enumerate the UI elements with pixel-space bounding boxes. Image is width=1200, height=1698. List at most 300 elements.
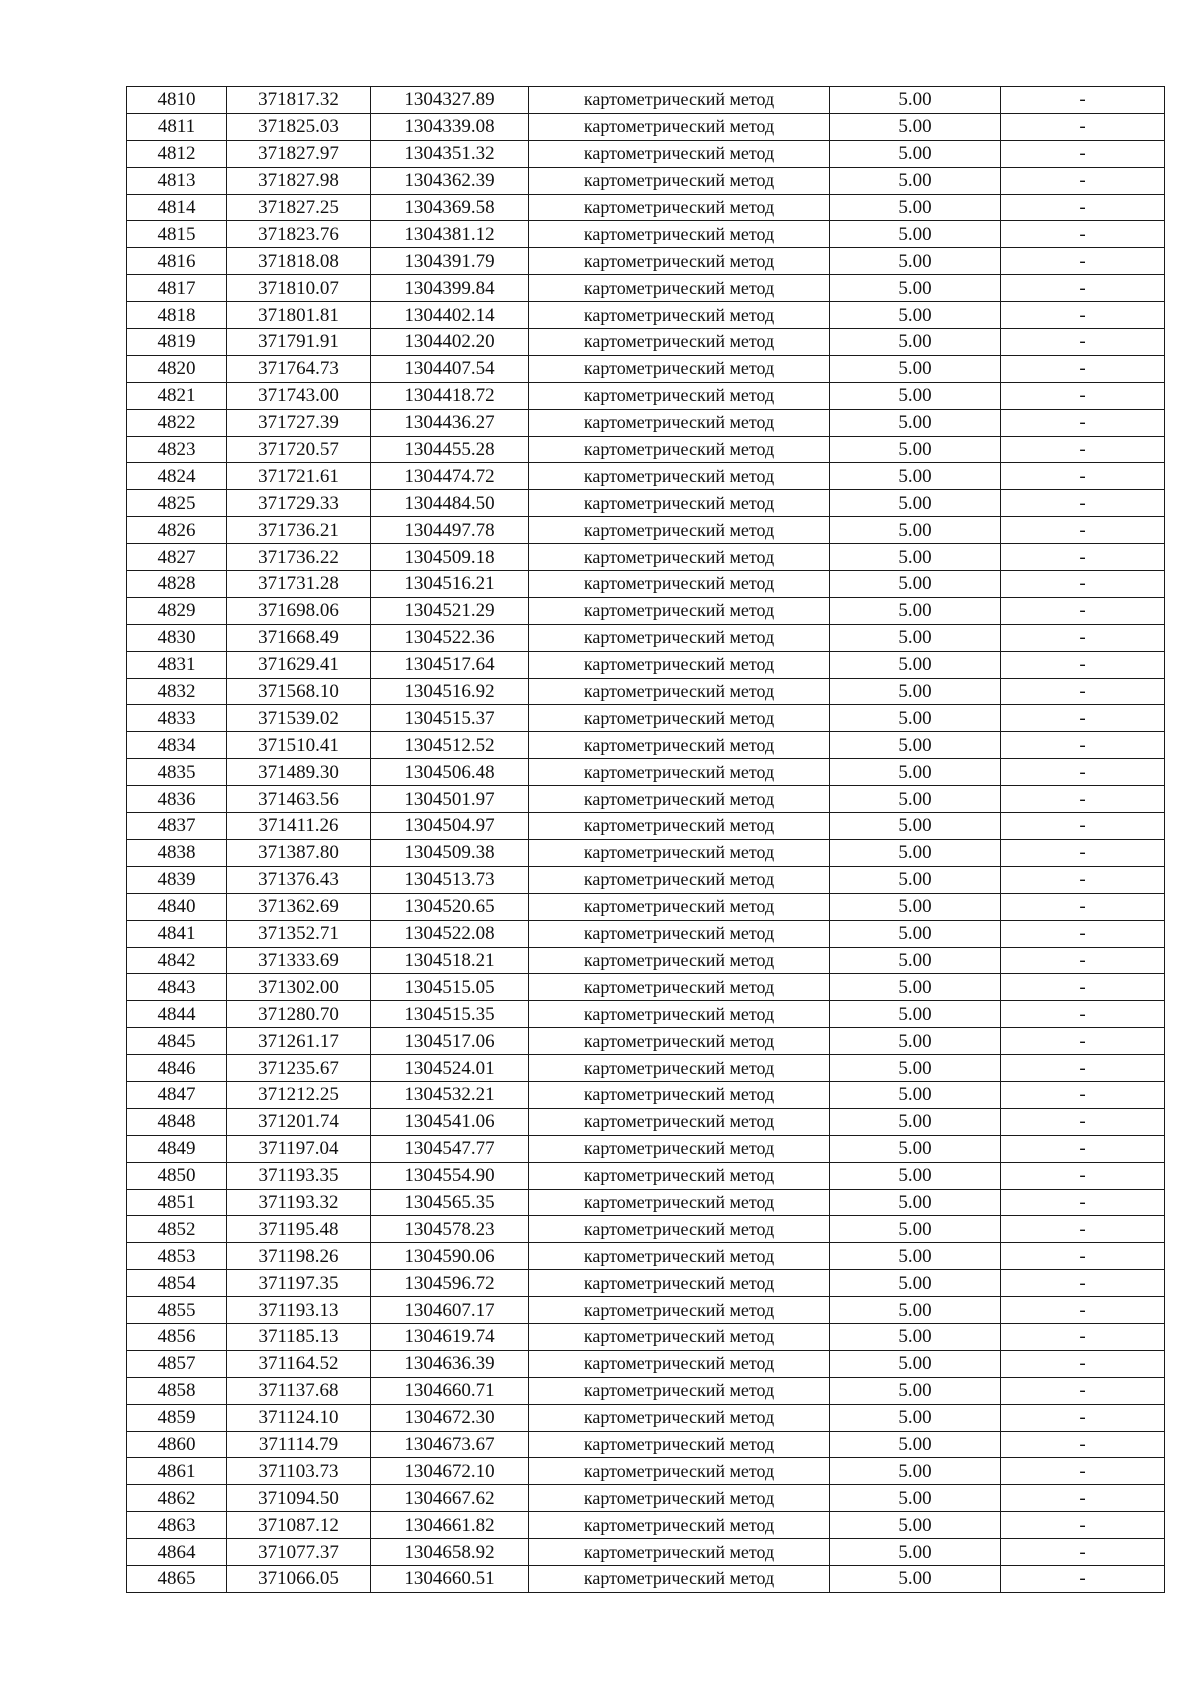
point-number-cell: 4841: [127, 920, 227, 947]
table-row: [127, 1565, 1165, 1592]
x-coordinate-cell: 371077.37: [227, 1539, 371, 1566]
table-row: [127, 409, 1165, 436]
table-row: [127, 1485, 1165, 1512]
table-row: [127, 463, 1165, 490]
table-row: [127, 1323, 1165, 1350]
y-coordinate-cell: 1304515.05: [371, 974, 529, 1001]
point-number-cell: 4840: [127, 893, 227, 920]
x-coordinate-cell: 371302.00: [227, 974, 371, 1001]
description-cell: -: [1001, 866, 1165, 893]
x-coordinate-cell: 371721.61: [227, 463, 371, 490]
table-row: [127, 705, 1165, 732]
point-number-cell: 4823: [127, 436, 227, 463]
point-number-cell: 4860: [127, 1431, 227, 1458]
accuracy-cell: 5.00: [830, 1055, 1001, 1082]
point-number-cell: 4810: [127, 87, 227, 114]
x-coordinate-cell: 371066.05: [227, 1565, 371, 1592]
point-number-cell: 4822: [127, 409, 227, 436]
table-row: [127, 974, 1165, 1001]
accuracy-cell: 5.00: [830, 1081, 1001, 1108]
table-row: [127, 1028, 1165, 1055]
point-number-cell: 4853: [127, 1243, 227, 1270]
table-row: [127, 1055, 1165, 1082]
y-coordinate-cell: 1304351.32: [371, 140, 529, 167]
accuracy-cell: 5.00: [830, 1135, 1001, 1162]
point-number-cell: 4865: [127, 1565, 227, 1592]
x-coordinate-cell: 371827.25: [227, 194, 371, 221]
method-cell: картометрический метод: [529, 409, 830, 436]
method-cell: картометрический метод: [529, 759, 830, 786]
x-coordinate-cell: 371261.17: [227, 1028, 371, 1055]
description-cell: -: [1001, 1135, 1165, 1162]
description-cell: -: [1001, 974, 1165, 1001]
table-row: [127, 140, 1165, 167]
accuracy-cell: 5.00: [830, 705, 1001, 732]
y-coordinate-cell: 1304520.65: [371, 893, 529, 920]
point-number-cell: 4814: [127, 194, 227, 221]
description-cell: -: [1001, 705, 1165, 732]
y-coordinate-cell: 1304399.84: [371, 275, 529, 302]
point-number-cell: 4825: [127, 490, 227, 517]
table-row: [127, 1081, 1165, 1108]
y-coordinate-cell: 1304524.01: [371, 1055, 529, 1082]
table-row: [127, 571, 1165, 598]
method-cell: картометрический метод: [529, 544, 830, 571]
point-number-cell: 4836: [127, 786, 227, 813]
method-cell: картометрический метод: [529, 1135, 830, 1162]
y-coordinate-cell: 1304521.29: [371, 597, 529, 624]
description-cell: -: [1001, 1243, 1165, 1270]
accuracy-cell: 5.00: [830, 382, 1001, 409]
method-cell: картометрический метод: [529, 1270, 830, 1297]
description-cell: -: [1001, 1162, 1165, 1189]
point-number-cell: 4851: [127, 1189, 227, 1216]
point-number-cell: 4834: [127, 732, 227, 759]
description-cell: -: [1001, 1565, 1165, 1592]
y-coordinate-cell: 1304504.97: [371, 813, 529, 840]
accuracy-cell: 5.00: [830, 355, 1001, 382]
accuracy-cell: 5.00: [830, 1001, 1001, 1028]
y-coordinate-cell: 1304607.17: [371, 1297, 529, 1324]
table-row: [127, 1108, 1165, 1135]
x-coordinate-cell: 371212.25: [227, 1081, 371, 1108]
x-coordinate-cell: 371197.35: [227, 1270, 371, 1297]
description-cell: -: [1001, 597, 1165, 624]
accuracy-cell: 5.00: [830, 813, 1001, 840]
y-coordinate-cell: 1304541.06: [371, 1108, 529, 1135]
x-coordinate-cell: 371201.74: [227, 1108, 371, 1135]
accuracy-cell: 5.00: [830, 1377, 1001, 1404]
accuracy-cell: 5.00: [830, 1108, 1001, 1135]
point-number-cell: 4856: [127, 1323, 227, 1350]
x-coordinate-cell: 371568.10: [227, 678, 371, 705]
y-coordinate-cell: 1304497.78: [371, 517, 529, 544]
point-number-cell: 4862: [127, 1485, 227, 1512]
table-row: [127, 1350, 1165, 1377]
method-cell: картометрический метод: [529, 1458, 830, 1485]
table-row: [127, 813, 1165, 840]
point-number-cell: 4837: [127, 813, 227, 840]
description-cell: -: [1001, 920, 1165, 947]
x-coordinate-cell: 371195.48: [227, 1216, 371, 1243]
y-coordinate-cell: 1304474.72: [371, 463, 529, 490]
point-number-cell: 4827: [127, 544, 227, 571]
description-cell: -: [1001, 490, 1165, 517]
accuracy-cell: 5.00: [830, 275, 1001, 302]
method-cell: картометрический метод: [529, 1108, 830, 1135]
table-row: [127, 1270, 1165, 1297]
table-row: [127, 920, 1165, 947]
table-row: [127, 1458, 1165, 1485]
accuracy-cell: 5.00: [830, 221, 1001, 248]
accuracy-cell: 5.00: [830, 302, 1001, 329]
point-number-cell: 4835: [127, 759, 227, 786]
x-coordinate-cell: 371352.71: [227, 920, 371, 947]
point-number-cell: 4831: [127, 651, 227, 678]
table-row: [127, 786, 1165, 813]
table-row: [127, 1189, 1165, 1216]
y-coordinate-cell: 1304673.67: [371, 1431, 529, 1458]
description-cell: -: [1001, 1055, 1165, 1082]
table-row: [127, 1001, 1165, 1028]
point-number-cell: 4863: [127, 1512, 227, 1539]
table-row: [127, 1404, 1165, 1431]
description-cell: -: [1001, 947, 1165, 974]
table-row: [127, 893, 1165, 920]
y-coordinate-cell: 1304636.39: [371, 1350, 529, 1377]
y-coordinate-cell: 1304554.90: [371, 1162, 529, 1189]
point-number-cell: 4826: [127, 517, 227, 544]
table-row: [127, 194, 1165, 221]
point-number-cell: 4817: [127, 275, 227, 302]
table-row: [127, 329, 1165, 356]
accuracy-cell: 5.00: [830, 544, 1001, 571]
method-cell: картометрический метод: [529, 248, 830, 275]
table-row: [127, 1162, 1165, 1189]
point-number-cell: 4849: [127, 1135, 227, 1162]
y-coordinate-cell: 1304547.77: [371, 1135, 529, 1162]
method-cell: картометрический метод: [529, 1001, 830, 1028]
x-coordinate-cell: 371114.79: [227, 1431, 371, 1458]
description-cell: -: [1001, 1431, 1165, 1458]
accuracy-cell: 5.00: [830, 786, 1001, 813]
method-cell: картометрический метод: [529, 624, 830, 651]
x-coordinate-cell: 371489.30: [227, 759, 371, 786]
table-row: [127, 1243, 1165, 1270]
accuracy-cell: 5.00: [830, 947, 1001, 974]
x-coordinate-cell: 371137.68: [227, 1377, 371, 1404]
point-number-cell: 4850: [127, 1162, 227, 1189]
description-cell: -: [1001, 140, 1165, 167]
accuracy-cell: 5.00: [830, 517, 1001, 544]
description-cell: -: [1001, 275, 1165, 302]
table-row: [127, 248, 1165, 275]
description-cell: -: [1001, 436, 1165, 463]
point-number-cell: 4845: [127, 1028, 227, 1055]
accuracy-cell: 5.00: [830, 1350, 1001, 1377]
x-coordinate-cell: 371193.32: [227, 1189, 371, 1216]
table-row: [127, 1431, 1165, 1458]
x-coordinate-cell: 371801.81: [227, 302, 371, 329]
table-row: [127, 839, 1165, 866]
description-cell: -: [1001, 732, 1165, 759]
point-number-cell: 4844: [127, 1001, 227, 1028]
accuracy-cell: 5.00: [830, 571, 1001, 598]
x-coordinate-cell: 371164.52: [227, 1350, 371, 1377]
method-cell: картометрический метод: [529, 866, 830, 893]
x-coordinate-cell: 371736.22: [227, 544, 371, 571]
x-coordinate-cell: 371087.12: [227, 1512, 371, 1539]
accuracy-cell: 5.00: [830, 651, 1001, 678]
x-coordinate-cell: 371810.07: [227, 275, 371, 302]
point-number-cell: 4829: [127, 597, 227, 624]
method-cell: картометрический метод: [529, 463, 830, 490]
method-cell: картометрический метод: [529, 1028, 830, 1055]
method-cell: картометрический метод: [529, 732, 830, 759]
description-cell: -: [1001, 517, 1165, 544]
description-cell: -: [1001, 1377, 1165, 1404]
y-coordinate-cell: 1304339.08: [371, 113, 529, 140]
x-coordinate-cell: 371825.03: [227, 113, 371, 140]
y-coordinate-cell: 1304402.14: [371, 302, 529, 329]
method-cell: картометрический метод: [529, 813, 830, 840]
method-cell: картометрический метод: [529, 1565, 830, 1592]
method-cell: картометрический метод: [529, 329, 830, 356]
description-cell: -: [1001, 329, 1165, 356]
table-row: [127, 275, 1165, 302]
method-cell: картометрический метод: [529, 302, 830, 329]
description-cell: -: [1001, 167, 1165, 194]
point-number-cell: 4820: [127, 355, 227, 382]
x-coordinate-cell: 371333.69: [227, 947, 371, 974]
method-cell: картометрический метод: [529, 1485, 830, 1512]
table-row: [127, 866, 1165, 893]
description-cell: -: [1001, 463, 1165, 490]
table-row: [127, 436, 1165, 463]
description-cell: -: [1001, 248, 1165, 275]
method-cell: картометрический метод: [529, 140, 830, 167]
table-row: [127, 355, 1165, 382]
x-coordinate-cell: 371124.10: [227, 1404, 371, 1431]
description-cell: -: [1001, 1323, 1165, 1350]
accuracy-cell: 5.00: [830, 1431, 1001, 1458]
description-cell: -: [1001, 1108, 1165, 1135]
y-coordinate-cell: 1304484.50: [371, 490, 529, 517]
method-cell: картометрический метод: [529, 705, 830, 732]
method-cell: картометрический метод: [529, 786, 830, 813]
point-number-cell: 4861: [127, 1458, 227, 1485]
table-row: [127, 544, 1165, 571]
x-coordinate-cell: 371629.41: [227, 651, 371, 678]
point-number-cell: 4819: [127, 329, 227, 356]
coordinates-table-body: [127, 87, 1165, 1593]
table-row: [127, 651, 1165, 678]
description-cell: -: [1001, 678, 1165, 705]
x-coordinate-cell: 371376.43: [227, 866, 371, 893]
point-number-cell: 4839: [127, 866, 227, 893]
description-cell: -: [1001, 1539, 1165, 1566]
description-cell: -: [1001, 759, 1165, 786]
x-coordinate-cell: 371698.06: [227, 597, 371, 624]
point-number-cell: 4864: [127, 1539, 227, 1566]
table-row: [127, 947, 1165, 974]
table-row: [127, 167, 1165, 194]
y-coordinate-cell: 1304522.36: [371, 624, 529, 651]
accuracy-cell: 5.00: [830, 1216, 1001, 1243]
method-cell: картометрический метод: [529, 947, 830, 974]
method-cell: картометрический метод: [529, 893, 830, 920]
y-coordinate-cell: 1304532.21: [371, 1081, 529, 1108]
method-cell: картометрический метод: [529, 597, 830, 624]
point-number-cell: 4847: [127, 1081, 227, 1108]
description-cell: -: [1001, 1404, 1165, 1431]
y-coordinate-cell: 1304327.89: [371, 87, 529, 114]
method-cell: картометрический метод: [529, 1539, 830, 1566]
table-row: [127, 302, 1165, 329]
method-cell: картометрический метод: [529, 1297, 830, 1324]
point-number-cell: 4812: [127, 140, 227, 167]
method-cell: картометрический метод: [529, 571, 830, 598]
x-coordinate-cell: 371729.33: [227, 490, 371, 517]
accuracy-cell: 5.00: [830, 1162, 1001, 1189]
method-cell: картометрический метод: [529, 275, 830, 302]
accuracy-cell: 5.00: [830, 597, 1001, 624]
method-cell: картометрический метод: [529, 974, 830, 1001]
y-coordinate-cell: 1304578.23: [371, 1216, 529, 1243]
x-coordinate-cell: 371197.04: [227, 1135, 371, 1162]
y-coordinate-cell: 1304369.58: [371, 194, 529, 221]
method-cell: картометрический метод: [529, 1512, 830, 1539]
accuracy-cell: 5.00: [830, 329, 1001, 356]
point-number-cell: 4848: [127, 1108, 227, 1135]
accuracy-cell: 5.00: [830, 624, 1001, 651]
y-coordinate-cell: 1304509.18: [371, 544, 529, 571]
point-number-cell: 4854: [127, 1270, 227, 1297]
accuracy-cell: 5.00: [830, 920, 1001, 947]
point-number-cell: 4843: [127, 974, 227, 1001]
y-coordinate-cell: 1304362.39: [371, 167, 529, 194]
accuracy-cell: 5.00: [830, 866, 1001, 893]
x-coordinate-cell: 371736.21: [227, 517, 371, 544]
y-coordinate-cell: 1304515.37: [371, 705, 529, 732]
table-row: [127, 221, 1165, 248]
point-number-cell: 4857: [127, 1350, 227, 1377]
description-cell: -: [1001, 839, 1165, 866]
x-coordinate-cell: 371827.97: [227, 140, 371, 167]
y-coordinate-cell: 1304517.64: [371, 651, 529, 678]
accuracy-cell: 5.00: [830, 409, 1001, 436]
description-cell: -: [1001, 1270, 1165, 1297]
y-coordinate-cell: 1304596.72: [371, 1270, 529, 1297]
accuracy-cell: 5.00: [830, 463, 1001, 490]
point-number-cell: 4852: [127, 1216, 227, 1243]
y-coordinate-cell: 1304517.06: [371, 1028, 529, 1055]
x-coordinate-cell: 371463.56: [227, 786, 371, 813]
accuracy-cell: 5.00: [830, 436, 1001, 463]
description-cell: -: [1001, 544, 1165, 571]
table-row: [127, 490, 1165, 517]
y-coordinate-cell: 1304516.21: [371, 571, 529, 598]
method-cell: картометрический метод: [529, 167, 830, 194]
method-cell: картометрический метод: [529, 113, 830, 140]
description-cell: -: [1001, 1485, 1165, 1512]
method-cell: картометрический метод: [529, 1431, 830, 1458]
description-cell: -: [1001, 113, 1165, 140]
description-cell: -: [1001, 302, 1165, 329]
coordinates-table: [126, 86, 1165, 1593]
x-coordinate-cell: 371185.13: [227, 1323, 371, 1350]
table-row: [127, 517, 1165, 544]
table-row: [127, 732, 1165, 759]
accuracy-cell: 5.00: [830, 167, 1001, 194]
accuracy-cell: 5.00: [830, 1243, 1001, 1270]
y-coordinate-cell: 1304418.72: [371, 382, 529, 409]
table-row: [127, 87, 1165, 114]
y-coordinate-cell: 1304661.82: [371, 1512, 529, 1539]
accuracy-cell: 5.00: [830, 1458, 1001, 1485]
accuracy-cell: 5.00: [830, 839, 1001, 866]
table-row: [127, 113, 1165, 140]
accuracy-cell: 5.00: [830, 194, 1001, 221]
y-coordinate-cell: 1304672.30: [371, 1404, 529, 1431]
accuracy-cell: 5.00: [830, 140, 1001, 167]
table-row: [127, 1539, 1165, 1566]
accuracy-cell: 5.00: [830, 1270, 1001, 1297]
x-coordinate-cell: 371193.13: [227, 1297, 371, 1324]
method-cell: картометрический метод: [529, 355, 830, 382]
method-cell: картометрический метод: [529, 1243, 830, 1270]
y-coordinate-cell: 1304516.92: [371, 678, 529, 705]
description-cell: -: [1001, 1081, 1165, 1108]
accuracy-cell: 5.00: [830, 1189, 1001, 1216]
x-coordinate-cell: 371198.26: [227, 1243, 371, 1270]
y-coordinate-cell: 1304660.51: [371, 1565, 529, 1592]
method-cell: картометрический метод: [529, 1404, 830, 1431]
description-cell: -: [1001, 87, 1165, 114]
description-cell: -: [1001, 194, 1165, 221]
point-number-cell: 4813: [127, 167, 227, 194]
method-cell: картометрический метод: [529, 678, 830, 705]
x-coordinate-cell: 371193.35: [227, 1162, 371, 1189]
accuracy-cell: 5.00: [830, 732, 1001, 759]
accuracy-cell: 5.00: [830, 1565, 1001, 1592]
table-row: [127, 1512, 1165, 1539]
method-cell: картометрический метод: [529, 1189, 830, 1216]
accuracy-cell: 5.00: [830, 759, 1001, 786]
x-coordinate-cell: 371743.00: [227, 382, 371, 409]
y-coordinate-cell: 1304509.38: [371, 839, 529, 866]
description-cell: -: [1001, 893, 1165, 920]
description-cell: -: [1001, 1458, 1165, 1485]
description-cell: -: [1001, 1028, 1165, 1055]
description-cell: -: [1001, 1001, 1165, 1028]
table-row: [127, 597, 1165, 624]
accuracy-cell: 5.00: [830, 1485, 1001, 1512]
y-coordinate-cell: 1304407.54: [371, 355, 529, 382]
method-cell: картометрический метод: [529, 382, 830, 409]
y-coordinate-cell: 1304660.71: [371, 1377, 529, 1404]
method-cell: картометрический метод: [529, 1216, 830, 1243]
point-number-cell: 4830: [127, 624, 227, 651]
table-row: [127, 759, 1165, 786]
point-number-cell: 4859: [127, 1404, 227, 1431]
accuracy-cell: 5.00: [830, 1028, 1001, 1055]
x-coordinate-cell: 371818.08: [227, 248, 371, 275]
method-cell: картометрический метод: [529, 1081, 830, 1108]
x-coordinate-cell: 371387.80: [227, 839, 371, 866]
y-coordinate-cell: 1304381.12: [371, 221, 529, 248]
x-coordinate-cell: 371817.32: [227, 87, 371, 114]
